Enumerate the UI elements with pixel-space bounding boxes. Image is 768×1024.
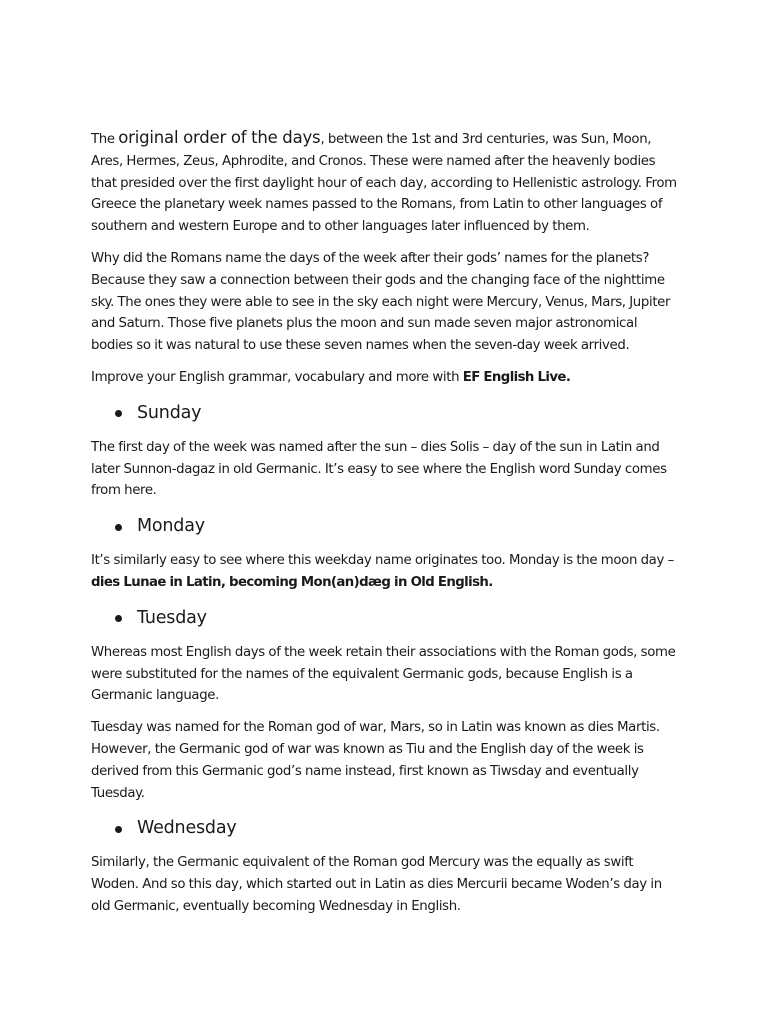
document-body (91, 127, 681, 928)
heading-wednesday-text: Wednesday (137, 818, 237, 839)
promo-paragraph (91, 367, 681, 389)
heading-wednesday (91, 814, 681, 844)
heading-tuesday-text: Tuesday (137, 607, 207, 628)
heading-sunday (91, 399, 681, 429)
intro-emphasis: original order of the days (118, 128, 321, 147)
intro-lead: The (91, 132, 119, 147)
promo-text: Improve your English grammar, vocabulary and more with (91, 369, 463, 385)
heading-monday-text: Monday (137, 516, 205, 537)
monday-bold-text: dies Lunae in Latin, becoming Mon(an)dæg in Old English. (91, 574, 493, 590)
bullet-icon (115, 524, 122, 531)
heading-sunday-text: Sunday (137, 402, 202, 423)
tuesday-paragraph-1: Whereas most English days of the week retain their associations with the Roman gods, some were substituted for the names of the equivalent Germanic gods, because English is a Germanic language. (91, 644, 676, 704)
wednesday-paragraph: Similarly, the Germanic equivalent of the Roman god Mercury was the equally as swift Woden. And so this day, which started out in Latin as dies Mercurii became Woden’s day in old Germanic, eventually becoming Wednesday in English. (91, 855, 662, 914)
monday-text: It’s similarly easy to see where this weekday name originates too. Monday is the moon day – (91, 553, 674, 569)
bullet-icon (115, 826, 122, 833)
bullet-icon (115, 615, 122, 622)
romans-paragraph: Why did the Romans name the days of the week after their gods’ names for the planets? Because they saw a connection between their gods and the changing face of the nighttime sky. The ones they were able to see in the sky each night were Mercury, Venus, Mars, Jupiter and Saturn. Those five planets plus the moon and sun made seven major astronomical bodies so it was natural to use these seven names when the seven-day week arrived. (91, 250, 671, 354)
bullet-icon (115, 410, 122, 417)
promo-link[interactable]: EF English Live. (462, 369, 571, 385)
monday-paragraph (91, 550, 681, 594)
sunday-paragraph: The first day of the week was named after the sun – dies Solis – day of the sun in Latin and later Sunnon-dagaz in old Germanic. It’s easy to see where the English word Sunday comes from here. (91, 439, 667, 499)
tuesday-paragraph-2: Tuesday was named for the Roman god of war, Mars, so in Latin was known as dies Martis. However, the Germanic god of war was known as Tiu and the English day of the week is derived from this Germanic god’s name instead, first known as Tiwsday and eventually Tuesday. (91, 720, 660, 801)
intro-text: , between the 1st and 3rd centuries, was Sun, Moon, Ares, Hermes, Zeus, Aphrodite, and Cronos. These were named after the heavenly bodies that presided over the first daylight hour of each day, according to Hellenistic astrology. From Greece the planetary week names passed to the Romans, from Latin to other languages of southern and western Europe and to other languages later influenced by them. (91, 132, 677, 235)
heading-tuesday (91, 604, 681, 634)
heading-monday (91, 512, 681, 542)
intro-paragraph (91, 127, 681, 238)
